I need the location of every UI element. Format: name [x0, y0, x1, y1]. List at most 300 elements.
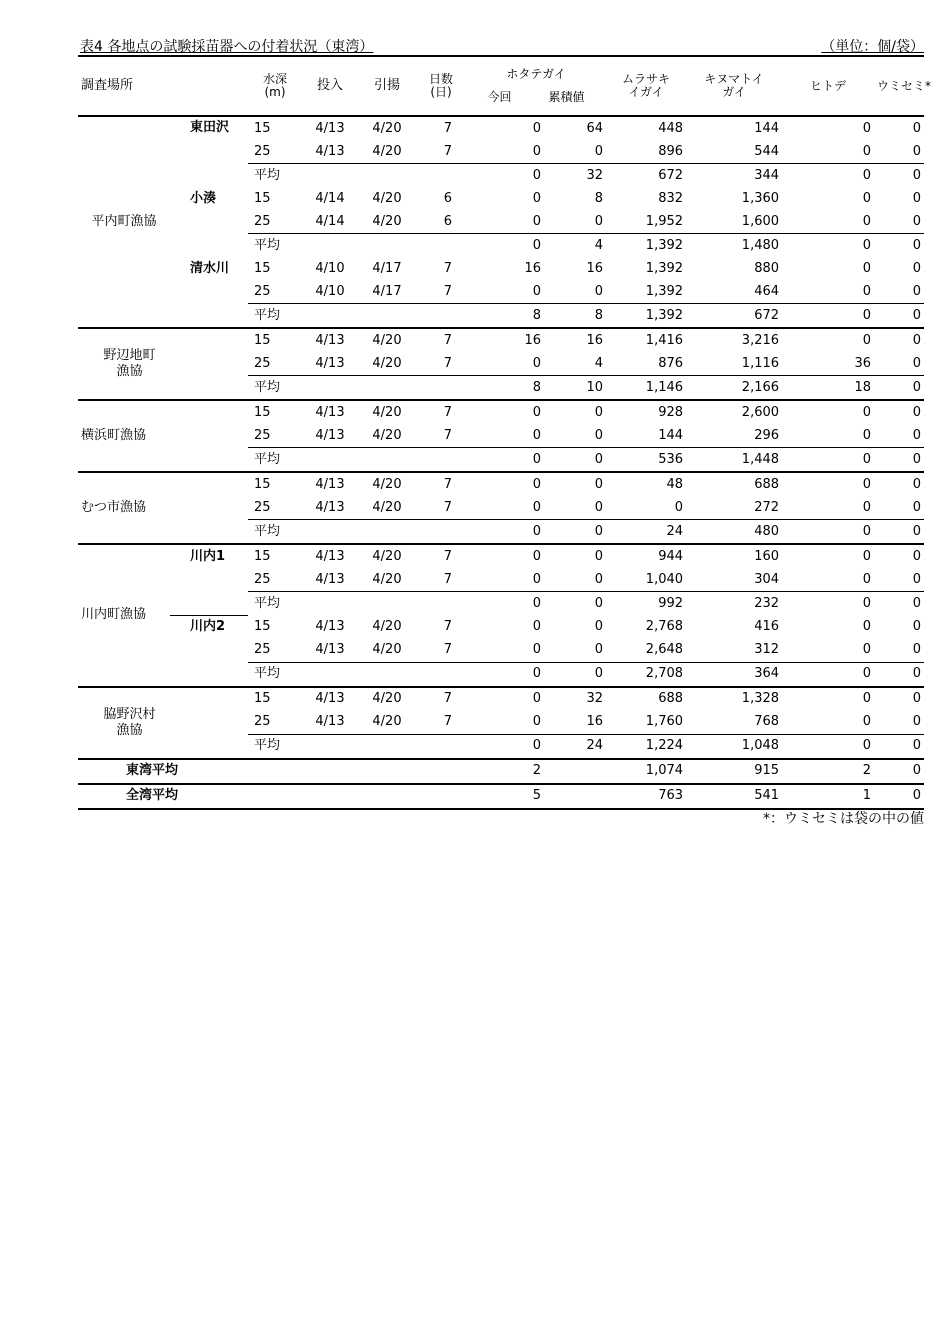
cell-put: 4/10: [315, 283, 345, 299]
cell-scallop-cum: 32: [544, 687, 606, 711]
header-starfish: ヒトデ: [810, 78, 847, 93]
cell-umisemi: 0: [912, 283, 922, 299]
cell-mussel: 48: [606, 472, 686, 496]
cell-days: [416, 164, 466, 188]
cell-pull: 4/20: [372, 355, 402, 371]
table-row: [78, 164, 924, 188]
table-row: [78, 592, 924, 616]
header-kinu-line1: キヌマトイ: [704, 72, 764, 86]
cell-mussel: 992: [606, 592, 686, 616]
header-place: 調査場所: [81, 78, 134, 93]
cell-blank: [248, 784, 302, 809]
cell-days: 7: [443, 642, 453, 657]
cell-pull: 4/20: [358, 400, 416, 424]
header-pull: 引揚: [374, 78, 401, 93]
cell-pull: 4/20: [372, 618, 402, 634]
cell-put: 4/13: [315, 714, 345, 729]
header-days-unit: (日): [430, 85, 452, 99]
cell-umisemi: 0: [912, 499, 922, 515]
group-hiranai: 平内町漁協: [91, 214, 157, 229]
cell-kinu: 880: [754, 260, 780, 276]
cell-pull: 4/20: [358, 328, 416, 352]
cell-scallop-cum: 64: [586, 120, 604, 136]
cell-umisemi: 0: [912, 642, 922, 657]
cell-umisemi: 0: [874, 400, 924, 424]
cell-scallop-cum: 0: [594, 618, 604, 634]
header-scallop-cum: 累積値: [548, 90, 585, 104]
cell-put: 4/13: [302, 472, 358, 496]
summary-umisemi: 0: [874, 784, 924, 809]
cell-depth: 25: [254, 355, 271, 371]
table-row: [78, 568, 924, 592]
cell-starfish: 0: [782, 304, 874, 329]
table-row: [78, 187, 924, 210]
cell-starfish: 0: [862, 190, 872, 206]
header-scallop-sub: [469, 91, 603, 104]
cell-mussel: 1,952: [645, 213, 684, 229]
cell-scallop-now: 0: [532, 190, 542, 206]
results-table: [78, 55, 932, 810]
table-row: [78, 210, 924, 234]
cell-depth: 25: [254, 642, 271, 657]
cell-put: [302, 520, 358, 545]
group-wakinosawa: [78, 687, 248, 759]
cell-kinu: 232: [686, 592, 782, 616]
site-blank: [170, 164, 248, 188]
cell-umisemi: 0: [874, 164, 924, 188]
cell-put: 4/13: [315, 571, 345, 587]
cell-scallop-cum: 0: [544, 448, 606, 473]
cell-depth: 平均: [248, 734, 302, 759]
cell-mussel: 2,648: [645, 642, 684, 657]
table-row: [78, 328, 924, 352]
cell-starfish: 0: [782, 687, 874, 711]
cell-scallop-now: 0: [532, 355, 542, 371]
summary-scallop-now: 5: [466, 784, 544, 809]
cell-pull: [358, 592, 416, 616]
cell-mussel: 1,040: [645, 571, 684, 587]
cell-blank: [302, 784, 358, 809]
cell-pull: [358, 304, 416, 329]
header-kinu-line2: ガイ: [722, 85, 746, 99]
cell-days: 7: [416, 544, 466, 568]
cell-kinu: 304: [754, 571, 780, 587]
site-blank: [170, 210, 248, 234]
site-blank: [170, 568, 248, 592]
group-noheji-line2: 漁協: [116, 364, 143, 379]
cell-scallop-now: 0: [466, 472, 544, 496]
summary-kinu: 915: [686, 759, 782, 784]
cell-depth: 平均: [248, 520, 302, 545]
cell-umisemi: 0: [912, 714, 922, 729]
cell-days: 7: [416, 400, 466, 424]
cell-depth: 平均: [248, 662, 302, 687]
table-title: 表4 各地点の試験採苗器への付着状況（東湾）: [80, 39, 374, 55]
site-kominato: 小湊: [190, 190, 217, 206]
site-higashitazawa: 東田沢: [190, 120, 230, 135]
cell-put: [302, 592, 358, 616]
cell-kinu: 416: [754, 618, 780, 634]
cell-starfish: 0: [782, 328, 874, 352]
cell-umisemi: 0: [912, 213, 922, 229]
cell-pull: 4/17: [372, 283, 402, 299]
cell-scallop-cum: 0: [594, 213, 604, 229]
cell-scallop-cum: 0: [594, 642, 604, 657]
cell-scallop-now: 0: [532, 427, 542, 443]
cell-starfish: 0: [782, 734, 874, 759]
cell-scallop-cum: 0: [544, 662, 606, 687]
unit-label: （単位：個/袋）: [821, 39, 924, 55]
site-kawauchi1: 川内1: [170, 544, 248, 568]
cell-kinu: 296: [754, 427, 780, 443]
cell-starfish: 0: [782, 472, 874, 496]
cell-blank: [248, 759, 302, 784]
summary-scallop-cum: [544, 784, 606, 809]
cell-days: 7: [443, 283, 453, 299]
cell-scallop-now: 0: [466, 400, 544, 424]
cell-kinu: 1,480: [686, 234, 782, 258]
cell-depth: 平均: [248, 304, 302, 329]
header-depth-label: 水深: [263, 72, 288, 86]
cell-umisemi: 0: [874, 734, 924, 759]
cell-scallop-now: 8: [466, 304, 544, 329]
cell-scallop-now: 0: [532, 618, 542, 634]
cell-starfish: 0: [782, 544, 874, 568]
cell-mussel: 144: [658, 427, 684, 443]
cell-days: [416, 592, 466, 616]
cell-put: 4/13: [315, 642, 345, 657]
site-blank: [170, 592, 248, 616]
site-blank: [170, 140, 248, 164]
cell-starfish: 0: [782, 520, 874, 545]
cell-umisemi: 0: [912, 571, 922, 587]
cell-mussel: 672: [606, 164, 686, 188]
cell-put: 4/14: [315, 190, 345, 206]
cell-scallop-cum: 0: [594, 571, 604, 587]
cell-days: [416, 376, 466, 401]
header-scallop-now: 今回: [487, 90, 512, 104]
cell-umisemi: 0: [912, 143, 922, 159]
cell-kinu: 312: [754, 642, 780, 657]
cell-depth: 25: [254, 427, 271, 443]
cell-depth: 15: [248, 687, 302, 711]
cell-scallop-cum: 16: [586, 260, 604, 276]
cell-scallop-now: 0: [466, 687, 544, 711]
header-mussel-line1: ムラサキ: [622, 72, 671, 86]
cell-depth: 15: [254, 190, 271, 206]
cell-scallop-now: 0: [532, 714, 542, 729]
cell-pull: 4/20: [372, 427, 402, 443]
cell-put: 4/10: [315, 260, 345, 276]
cell-pull: [358, 734, 416, 759]
cell-pull: 4/20: [358, 472, 416, 496]
cell-scallop-cum: 0: [594, 427, 604, 443]
cell-umisemi: 0: [874, 448, 924, 473]
cell-scallop-cum: 8: [594, 190, 604, 206]
cell-depth: 25: [254, 283, 271, 299]
cell-mussel: 1,392: [606, 304, 686, 329]
cell-starfish: 0: [862, 143, 872, 159]
group-kawauchi: 川内町漁協: [78, 544, 170, 687]
cell-umisemi: 0: [874, 234, 924, 258]
cell-days: 7: [416, 687, 466, 711]
cell-starfish: 0: [862, 642, 872, 657]
table-row: [78, 472, 924, 496]
cell-depth: 平均: [248, 592, 302, 616]
cell-scallop-now: 0: [532, 120, 542, 136]
cell-days: [416, 234, 466, 258]
cell-mussel: 688: [606, 687, 686, 711]
summary-starfish: 2: [782, 759, 874, 784]
cell-starfish: 0: [782, 164, 874, 188]
cell-umisemi: 0: [874, 544, 924, 568]
cell-starfish: 0: [862, 283, 872, 299]
cell-umisemi: 0: [874, 687, 924, 711]
cell-days: 7: [443, 427, 453, 443]
cell-starfish: 36: [854, 355, 872, 371]
cell-pull: 4/20: [372, 571, 402, 587]
summary-east-label: 東湾平均: [78, 759, 248, 784]
summary-row-all: [78, 784, 924, 809]
cell-scallop-now: 8: [466, 376, 544, 401]
cell-put: [302, 304, 358, 329]
cell-starfish: 0: [782, 662, 874, 687]
cell-scallop-cum: 0: [544, 400, 606, 424]
header-scallop: [466, 56, 606, 116]
cell-scallop-cum: 0: [544, 592, 606, 616]
cell-scallop-now: 0: [532, 143, 542, 159]
cell-mussel: 928: [606, 400, 686, 424]
cell-pull: 4/20: [358, 544, 416, 568]
cell-umisemi: 0: [912, 260, 922, 276]
cell-blank: [302, 759, 358, 784]
cell-put: 4/13: [315, 120, 345, 136]
cell-mussel: 24: [606, 520, 686, 545]
cell-days: 7: [416, 328, 466, 352]
cell-kinu: 480: [686, 520, 782, 545]
cell-umisemi: 0: [912, 427, 922, 443]
cell-pull: [358, 164, 416, 188]
cell-kinu: 1,360: [741, 190, 780, 206]
cell-depth: 25: [254, 714, 271, 729]
cell-umisemi: 0: [912, 618, 922, 634]
cell-umisemi: 0: [874, 472, 924, 496]
cell-kinu: 1,328: [686, 687, 782, 711]
cell-mussel: 944: [606, 544, 686, 568]
cell-put: [302, 662, 358, 687]
cell-scallop-now: 0: [466, 164, 544, 188]
cell-starfish: 0: [862, 618, 872, 634]
cell-umisemi: 0: [874, 304, 924, 329]
cell-kinu: 688: [686, 472, 782, 496]
summary-scallop-now: 2: [466, 759, 544, 784]
cell-mussel: 896: [658, 143, 684, 159]
cell-scallop-cum: 16: [586, 714, 604, 729]
cell-scallop-now: 16: [524, 260, 542, 276]
cell-kinu: 272: [754, 499, 780, 515]
cell-scallop-now: 0: [466, 544, 544, 568]
cell-kinu: 1,116: [741, 355, 780, 371]
cell-depth: 25: [254, 143, 271, 159]
cell-mussel: 1,392: [645, 260, 684, 276]
cell-mussel: 1,760: [645, 714, 684, 729]
cell-pull: 4/20: [372, 714, 402, 729]
cell-pull: 4/20: [372, 499, 402, 515]
cell-put: [302, 376, 358, 401]
cell-days: 7: [416, 472, 466, 496]
cell-starfish: 0: [782, 592, 874, 616]
header-days-label: 日数: [429, 72, 454, 86]
cell-days: [416, 304, 466, 329]
header-days: [416, 56, 466, 116]
table-row: [78, 400, 924, 424]
cell-umisemi: 0: [874, 520, 924, 545]
cell-mussel: 2,708: [606, 662, 686, 687]
cell-depth: 平均: [248, 234, 302, 258]
cell-days: [416, 734, 466, 759]
cell-pull: 4/20: [372, 120, 402, 136]
cell-put: 4/13: [302, 687, 358, 711]
cell-days: 7: [443, 618, 453, 634]
cell-kinu: 144: [754, 120, 780, 136]
cell-umisemi: 0: [874, 592, 924, 616]
site-blank: [170, 234, 248, 258]
summary-all-label: 全湾平均: [78, 784, 248, 809]
cell-scallop-now: 0: [532, 213, 542, 229]
cell-umisemi: 0: [874, 662, 924, 687]
cell-put: 4/13: [315, 427, 345, 443]
cell-scallop-cum: 10: [544, 376, 606, 401]
header-kinu: [686, 56, 782, 116]
cell-scallop-now: 0: [466, 662, 544, 687]
cell-pull: [358, 662, 416, 687]
group-wakinosawa-line1: 脇野沢村: [103, 706, 156, 722]
site-blank: [170, 639, 248, 663]
cell-days: 7: [443, 714, 453, 729]
cell-kinu: 2,166: [686, 376, 782, 401]
cell-days: [416, 520, 466, 545]
cell-scallop-cum: 0: [594, 499, 604, 515]
cell-put: 4/13: [315, 618, 345, 634]
cell-blank: [416, 759, 466, 784]
cell-starfish: 0: [862, 427, 872, 443]
summary-scallop-cum: [544, 759, 606, 784]
cell-scallop-now: 0: [466, 734, 544, 759]
cell-mussel: 1,146: [606, 376, 686, 401]
table-row: [78, 280, 924, 304]
cell-depth: 平均: [248, 448, 302, 473]
table-row: [78, 687, 924, 711]
summary-starfish: 1: [782, 784, 874, 809]
cell-scallop-now: 0: [466, 448, 544, 473]
cell-mussel: 832: [658, 190, 684, 206]
cell-pull: 4/20: [358, 687, 416, 711]
cell-days: 7: [443, 120, 453, 136]
cell-days: 7: [443, 499, 453, 515]
cell-pull: 4/20: [372, 642, 402, 657]
cell-umisemi: 0: [912, 120, 922, 136]
cell-mussel: 0: [674, 499, 684, 515]
cell-scallop-cum: 16: [544, 328, 606, 352]
cell-umisemi: 0: [912, 355, 922, 371]
cell-blank: [358, 759, 416, 784]
cell-scallop-cum: 0: [544, 520, 606, 545]
header-depth-unit: (m): [264, 85, 286, 99]
cell-blank: [358, 784, 416, 809]
cell-put: 4/14: [315, 213, 345, 229]
cell-scallop-now: 0: [532, 571, 542, 587]
header-mussel-line2: イガイ: [628, 85, 664, 99]
cell-scallop-now: 0: [532, 642, 542, 657]
cell-kinu: 1,600: [741, 213, 780, 229]
footnote: *：ウミセミは袋の中の値: [763, 811, 924, 827]
cell-pull: 4/20: [372, 213, 402, 229]
cell-pull: [358, 520, 416, 545]
cell-pull: [358, 234, 416, 258]
cell-starfish: 0: [782, 234, 874, 258]
cell-depth: 15: [248, 472, 302, 496]
header-row: [78, 56, 924, 116]
header-umisemi: ウミセミ*: [877, 78, 932, 93]
cell-mussel: 1,392: [645, 283, 684, 299]
cell-days: 6: [443, 190, 453, 206]
cell-umisemi: 0: [912, 190, 922, 206]
table-row: [78, 639, 924, 663]
cell-days: [416, 662, 466, 687]
cell-pull: [358, 448, 416, 473]
cell-starfish: 0: [862, 213, 872, 229]
table-row: [78, 662, 924, 687]
group-noheji: [78, 328, 248, 400]
cell-mussel: 1,224: [606, 734, 686, 759]
cell-pull: 4/20: [372, 190, 402, 206]
cell-put: [302, 734, 358, 759]
cell-starfish: 0: [862, 571, 872, 587]
cell-pull: 4/20: [372, 143, 402, 159]
cell-pull: 4/17: [372, 260, 402, 276]
cell-scallop-cum: 0: [594, 143, 604, 159]
cell-mussel: 1,392: [606, 234, 686, 258]
cell-kinu: 1,448: [686, 448, 782, 473]
cell-kinu: 364: [686, 662, 782, 687]
cell-days: 7: [443, 355, 453, 371]
cell-kinu: 1,048: [686, 734, 782, 759]
cell-umisemi: 0: [874, 376, 924, 401]
cell-depth: 15: [254, 260, 271, 276]
cell-put: 4/13: [315, 143, 345, 159]
cell-scallop-cum: 0: [544, 472, 606, 496]
cell-days: [416, 448, 466, 473]
table-row: [78, 304, 924, 329]
cell-kinu: 544: [754, 143, 780, 159]
cell-scallop-now: 0: [466, 234, 544, 258]
cell-starfish: 0: [862, 120, 872, 136]
cell-depth: 15: [248, 544, 302, 568]
cell-scallop-cum: 32: [544, 164, 606, 188]
table-row: [78, 234, 924, 258]
cell-put: 4/13: [302, 328, 358, 352]
site-blank: [170, 662, 248, 687]
cell-depth: 25: [254, 571, 271, 587]
cell-days: 7: [443, 143, 453, 159]
site-shimizugawa: 清水川: [190, 260, 230, 276]
cell-depth: 平均: [248, 164, 302, 188]
cell-mussel: 2,768: [645, 618, 684, 634]
table-row: [78, 257, 924, 280]
summary-mussel: 763: [606, 784, 686, 809]
cell-starfish: 18: [782, 376, 874, 401]
cell-umisemi: 0: [874, 328, 924, 352]
